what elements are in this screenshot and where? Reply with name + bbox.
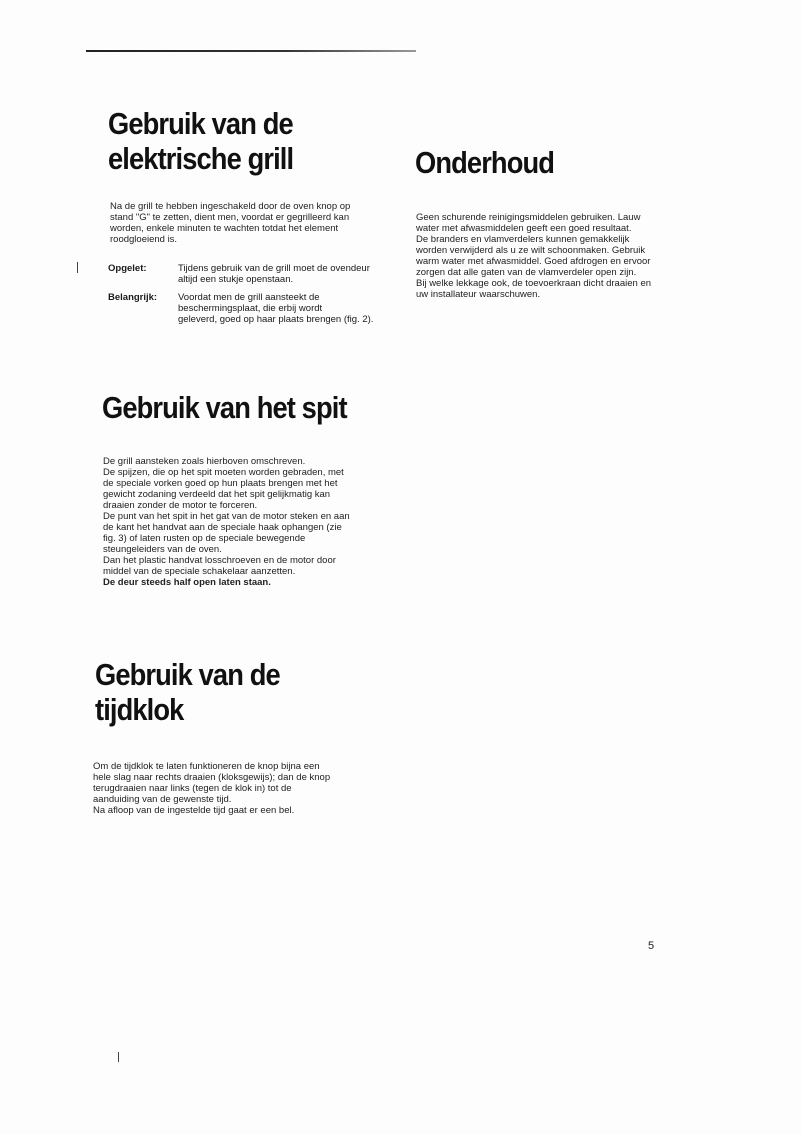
scan-mark xyxy=(118,1052,119,1062)
onderhoud-body: Geen schurende reinigingsmiddelen gebruiken. Lauw water met afwasmiddelen geeft een goed resultaat. De branders en vlamverdelers kunnen gemakkelijk worden verwijderd als u ze wilt schoonmaken. Gebruik warm water met afwasmiddel. Goed afdrogen en ervoor zorgen dat alle gaten van de vlamverdeler open zijn. Bij welke lekkage ook, de toevoerkraan dicht draaien en uw installateur waarschuwen. xyxy=(416,212,652,300)
heading-grill: Gebruik van de elektrische grill xyxy=(108,106,294,176)
spit-body: De grill aansteken zoals hierboven omschreven. De spijzen, die op het spit moeten worden gebraden, met de speciale vorken goed op hun plaats brengen met het gewicht zodaning verdeeld dat het spit gelijkmatig kan draaien zonder de motor te forceren. De punt van het spit in het gat van de motor steken en aan de kant het handvat aan de speciale haak ophangen (zie fig. 3) of laten rusten op de speciale bewegende steungeleiders van de oven. Dan het plastic handvat losschroeven en de motor door middel van de speciale schakelaar aanzetten. De deur steeds half open laten staan. xyxy=(103,456,350,588)
scan-mark xyxy=(77,262,78,273)
note-belangrijk: Belangrijk: Voordat men de grill aansteekt de beschermingsplaat, die erbij wordt geleverd, goed op haar plaats brengen (fig. 2). xyxy=(108,292,374,325)
spit-warning: De deur steeds half open laten staan. xyxy=(103,577,271,588)
heading-tijdklok: Gebruik van de tijdklok xyxy=(95,657,280,727)
grill-body: Na de grill te hebben ingeschakeld door de oven knop op stand "G" te zetten, dient men, voordat er gegrilleerd kan worden, enkele minuten te wachten totdat het element roodgloeiend is. xyxy=(110,201,351,245)
top-rule xyxy=(86,50,416,52)
page-number: 5 xyxy=(648,940,655,952)
heading-spit: Gebruik van het spit xyxy=(102,390,347,425)
heading-onderhoud: Onderhoud xyxy=(415,145,555,180)
note-opgelet: Opgelet: Tijdens gebruik van de grill moet de ovendeur altijd een stukje openstaan. xyxy=(108,263,370,285)
tijdklok-body: Om de tijdklok te laten funktioneren de knop bijna een hele slag naar rechts draaien (kloksgewijs); dan de knop terugdraaien naar links (tegen de klok in) tot de aanduiding van de gewenste tijd. Na afloop van de ingestelde tijd gaat er een bel. xyxy=(93,761,331,816)
